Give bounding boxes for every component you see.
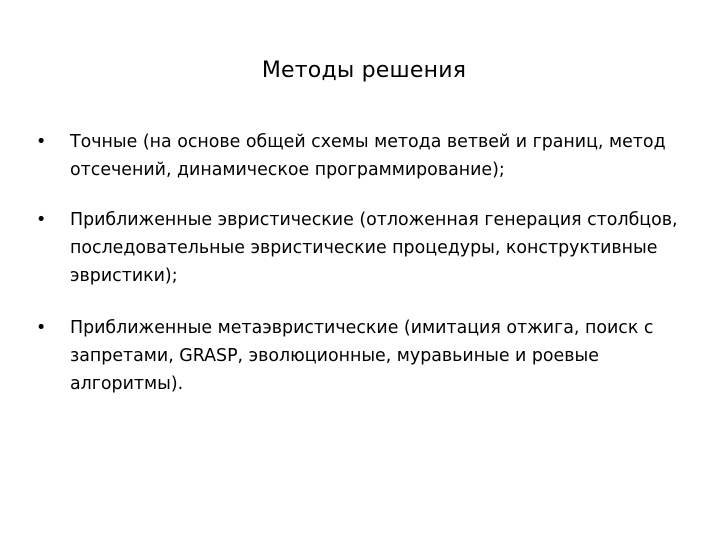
- bullet-text: Приближенные эвристические (отложенная генерация столбцов, последовательные эвристические процедуры, конструктивные эвристики);: [70, 210, 678, 286]
- bullet-dot-icon: •: [36, 132, 47, 152]
- bullet-item: [36, 206, 696, 290]
- bullet-list: [36, 128, 696, 422]
- bullet-item: [36, 128, 696, 184]
- bullet-dot-icon: •: [36, 210, 47, 230]
- bullet-text: Точные (на основе общей схемы метода ветвей и границ, метод отсечений, динамическое программирование);: [70, 132, 666, 180]
- slide-title: Методы решения: [261, 58, 467, 83]
- bullet-item: [36, 314, 696, 398]
- bullet-dot-icon: •: [36, 318, 47, 338]
- bullet-text: Приближенные метаэвристические (имитация отжига, поиск с запретами, GRASP, эволюционные, муравьиные и роевые алгоритмы).: [70, 318, 654, 394]
